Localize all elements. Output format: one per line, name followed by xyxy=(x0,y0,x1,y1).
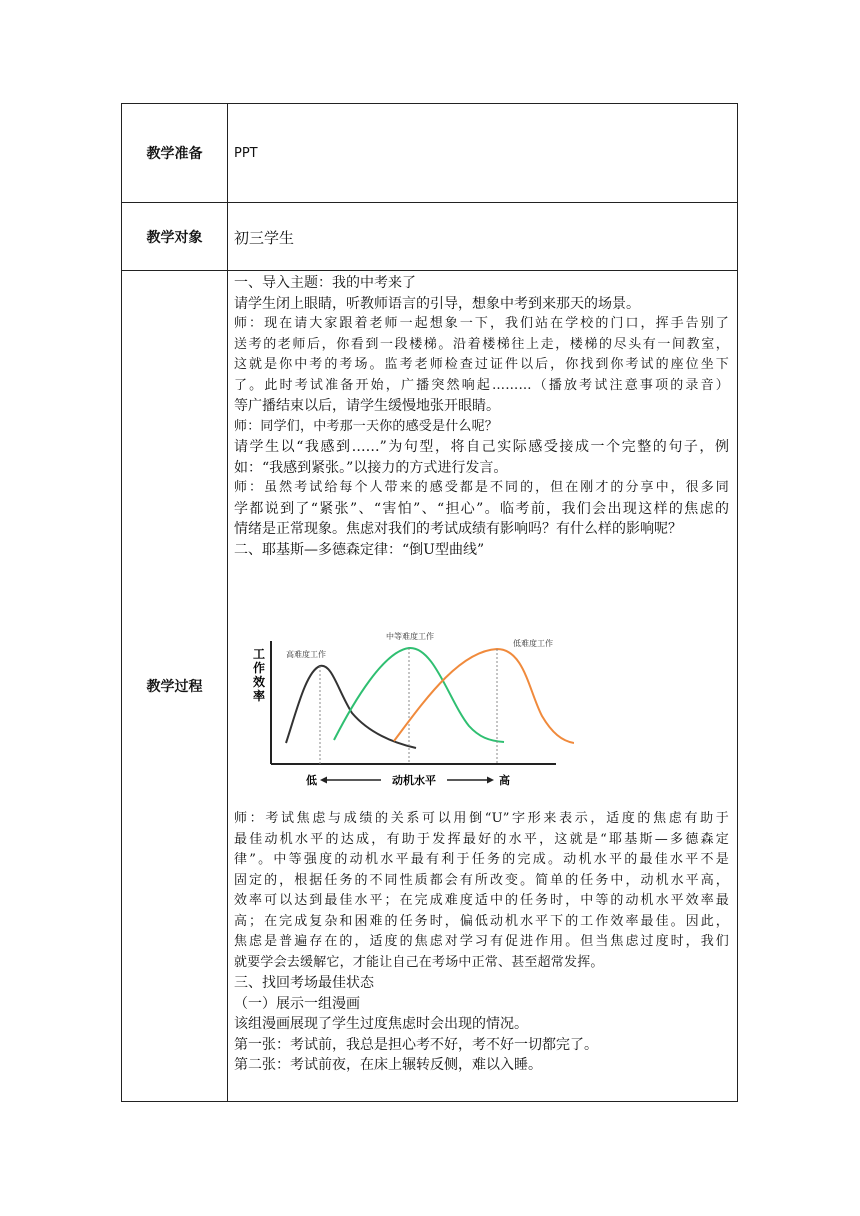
x-arrow-left-head xyxy=(320,777,327,784)
paragraph-line: 师：现在请大家跟着老师一起想象一下，我们站在学校的门口，挥手告别了 xyxy=(234,316,729,331)
label-teaching-target: 教学对象 xyxy=(122,203,228,270)
preparation-value: PPT xyxy=(234,146,258,161)
paragraph-line: 等广播结束以后，请学生缓慢地张开眼睛。 xyxy=(234,398,500,414)
x-low-label: 低 xyxy=(306,774,317,787)
paragraph-line: 请学生闭上眼睛，听教师语言的引导，想象中考到来那天的场景。 xyxy=(234,295,640,312)
series-label-2: 低难度工作 xyxy=(513,639,553,648)
row-teaching-target xyxy=(122,203,737,271)
inverted-u-chart xyxy=(234,601,574,791)
paragraph-line: 最佳动机水平的达成，有助于发挥最好的水平，这就是“耶基斯—多德森定 xyxy=(234,831,729,847)
lesson-plan-table xyxy=(121,103,738,1102)
paragraph-line: 师：考试焦虑与成绩的关系可以用倒“U”字形来表示，适度的焦虑有助于 xyxy=(234,811,729,826)
paragraph-line: 学都说到了“紧张”、“害怕”、“担心”。临考前，我们会出现这样的焦虑的 xyxy=(234,500,729,517)
x-arrow-right-head xyxy=(487,777,494,784)
paragraph-line: 如：“我感到紧张。”以接力的方式进行发言。 xyxy=(234,459,508,476)
paragraph-line: 送考的老师后，你看到一段楼梯。沿着楼梯往上走，楼梯的尽头有一间教室， xyxy=(234,336,729,352)
paragraph-line: 情绪是正常现象。焦虑对我们的考试成绩有影响吗？有什么样的影响呢？ xyxy=(234,521,682,537)
series-line-2 xyxy=(394,649,574,743)
paragraph-line: 第二张：考试前夜，在床上辗转反侧，难以入睡。 xyxy=(234,1057,542,1073)
x-axis-label: 动机水平 xyxy=(392,774,436,787)
series-label-1: 中等难度工作 xyxy=(386,632,434,641)
label-teaching-preparation: 教学准备 xyxy=(122,104,228,202)
paragraph-line: 高；在完成复杂和困难的任务时，偏低动机水平下的工作效率最佳。因此， xyxy=(234,913,729,929)
label-teaching-process: 教学过程 xyxy=(122,271,228,1101)
content-teaching-target xyxy=(228,203,737,270)
series-layer xyxy=(286,631,574,764)
paragraph-line: 第一张：考试前，我总是担心考不好，考不好一切都完了。 xyxy=(234,1036,598,1053)
paragraph-line: 律”。中等强度的动机水平最有利于任务的完成。动机水平的最佳水平不是 xyxy=(234,852,729,867)
y-axis-label-char: 效 xyxy=(252,675,266,689)
row-teaching-process xyxy=(122,271,737,1101)
explain-section xyxy=(234,809,729,1076)
y-axis-label-char: 作 xyxy=(252,661,266,675)
section-heading: 一、导入主题：我的中考来了 xyxy=(234,275,416,291)
series-line-0 xyxy=(286,666,416,748)
intro-section xyxy=(234,273,729,560)
paragraph-line: 请学生以“我感到……”为句型，将自己实际感受接成一个完整的句子，例 xyxy=(234,439,729,455)
y-axis-label-char: 工 xyxy=(252,647,266,661)
content-teaching-process xyxy=(228,271,737,1101)
paragraph-line: 该组漫画展现了学生过度焦虑时会出现的情况。 xyxy=(234,1016,528,1032)
paragraph-line: 师：虽然考试给每个人带来的感受都是不同的，但在刚才的分享中，很多同 xyxy=(234,480,729,495)
paragraph-line: 师：同学们，中考那一天你的感受是什么呢？ xyxy=(234,418,499,434)
series-label-0: 高难度工作 xyxy=(286,650,326,659)
paragraph-line: 就要学会去缓解它，才能让自己在考场中正常、甚至超常发挥。 xyxy=(234,954,604,970)
paragraph-line: 焦虑是普遍存在的，适度的焦虑对学习有促进作用。但当焦虑过度时，我们 xyxy=(234,934,729,949)
y-axis-label xyxy=(253,647,265,703)
subsection-heading: （一）展示一组漫画 xyxy=(234,995,360,1012)
x-high-label: 高 xyxy=(499,774,510,787)
paragraph-line: 固定的，根据任务的不同性质都会有所改变。简单的任务中，动机水平高， xyxy=(234,872,729,888)
section-heading: 三、找回考场最佳状态 xyxy=(234,975,374,991)
target-value: 初三学生 xyxy=(234,229,295,247)
section-heading: 二、耶基斯—多德森定律：“倒U型曲线” xyxy=(234,541,485,558)
paragraph-line: 这就是你中考的考场。监考老师检查过证件以后，你找到你考试的座位坐下 xyxy=(234,357,729,372)
paragraph-line: 效率可以达到最佳水平；在完成难度适中的任务时，中等的动机水平效率最 xyxy=(234,893,729,908)
paragraph-line: 了。此时考试准备开始，广播突然响起………（播放考试注意事项的录音） xyxy=(234,377,729,393)
y-axis-label-char: 率 xyxy=(252,689,266,703)
series-line-1 xyxy=(334,648,504,742)
content-teaching-preparation xyxy=(228,104,737,202)
row-teaching-preparation xyxy=(122,104,737,203)
